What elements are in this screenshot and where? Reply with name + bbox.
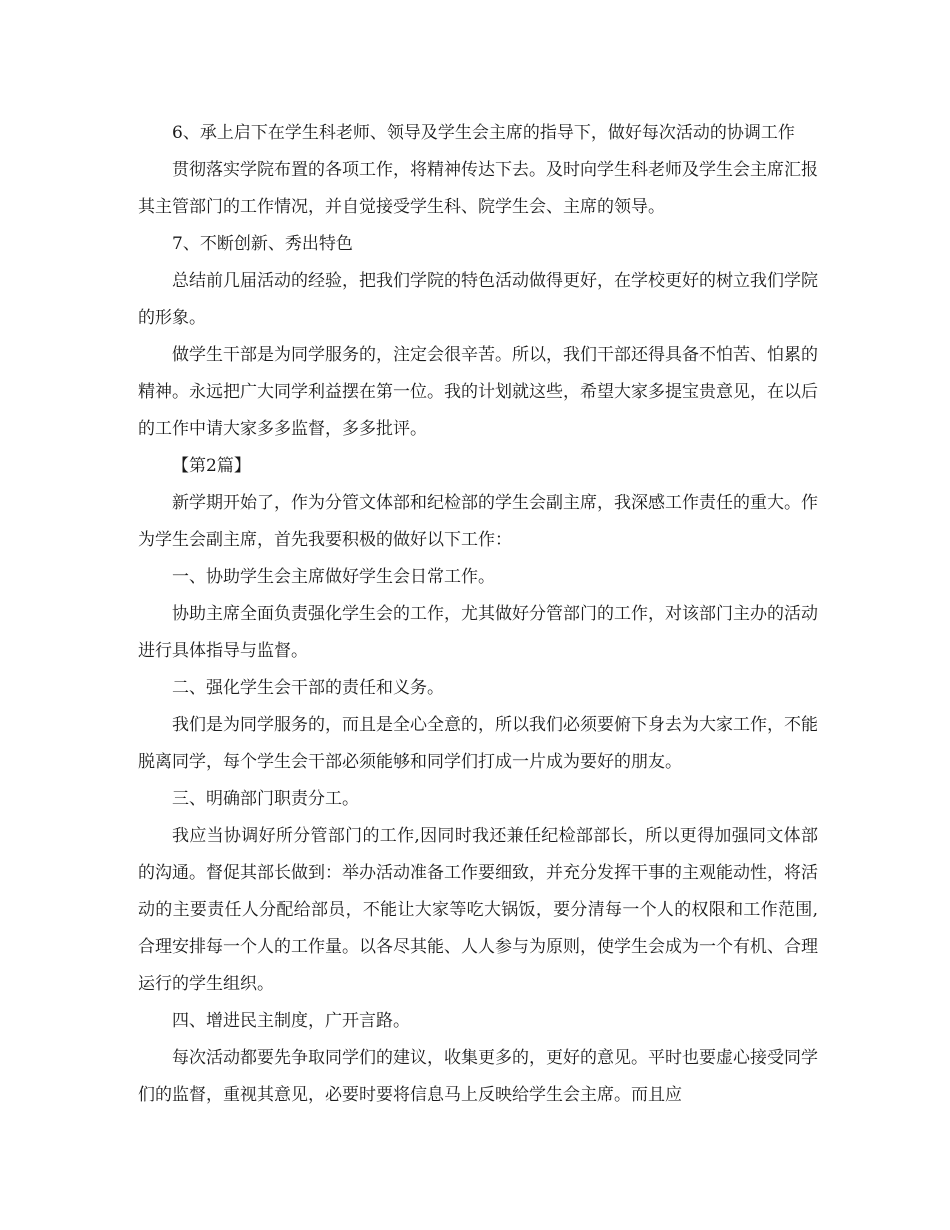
paragraph: 我们是为同学服务的，而且是全心全意的，所以我们必须要俯下身去为大家工作，不能脱离同学，每个学生会干部必须能够和同学们打成一片成为要好的朋友。 bbox=[138, 715, 818, 772]
section-heading: 四、增进民主制度，广开言路。 bbox=[172, 1011, 410, 1031]
section-heading: 7、不断创新、秀出特色 bbox=[172, 234, 353, 254]
section-heading: 一、协助学生会主席做好学生会日常工作。 bbox=[172, 567, 495, 587]
paragraph: 我应当协调好所分管部门的工作,因同时我还兼任纪检部部长，所以更得加强同文体部的沟通。督促其部长做到：举办活动准备工作要细致，并充分发挥干事的主观能动性，将活动的主要责任人分配给部员，不能让大家等吃大锅饭，要分清每一个人的权限和工作范围,合理安排每一个人的工作量。以各尽其能、人人参与为原则，使学生会成为一个有机、合理运行的学生组织。 bbox=[138, 826, 818, 994]
paragraph: 贯彻落实学院布置的各项工作，将精神传达下去。及时向学生科老师及学生会主席汇报其主管部门的工作情况，并自觉接受学生科、院学生会、主席的领导。 bbox=[138, 160, 818, 217]
paragraph: 做学生干部是为同学服务的，注定会很辛苦。所以，我们干部还得具备不怕苦、怕累的精神。永远把广大同学利益摆在第一位。我的计划就这些，希望大家多提宝贵意见，在以后的工作中请大家多多监督，多多批评。 bbox=[138, 345, 818, 439]
paragraph: 6、承上启下在学生科老师、领导及学生会主席的指导下，做好每次活动的协调工作 bbox=[172, 123, 795, 143]
part-heading: 【第2篇】 bbox=[172, 456, 251, 476]
paragraph: 每次活动都要先争取同学们的建议，收集更多的，更好的意见。平时也要虚心接受同学们的监督，重视其意见，必要时要将信息马上反映给学生会主席。而且应 bbox=[138, 1048, 818, 1105]
paragraph: 协助主席全面负责强化学生会的工作，尤其做好分管部门的工作，对该部门主办的活动进行具体指导与监督。 bbox=[138, 604, 818, 661]
section-heading: 三、明确部门职责分工。 bbox=[172, 789, 359, 809]
section-heading: 二、强化学生会干部的责任和义务。 bbox=[172, 678, 444, 698]
paragraph: 总结前几届活动的经验，把我们学院的特色活动做得更好，在学校更好的树立我们学院的形象。 bbox=[138, 271, 818, 328]
document-body bbox=[138, 115, 818, 1114]
paragraph: 新学期开始了，作为分管文体部和纪检部的学生会副主席，我深感工作责任的重大。作为学生会副主席，首先我要积极的做好以下工作： bbox=[138, 493, 818, 550]
